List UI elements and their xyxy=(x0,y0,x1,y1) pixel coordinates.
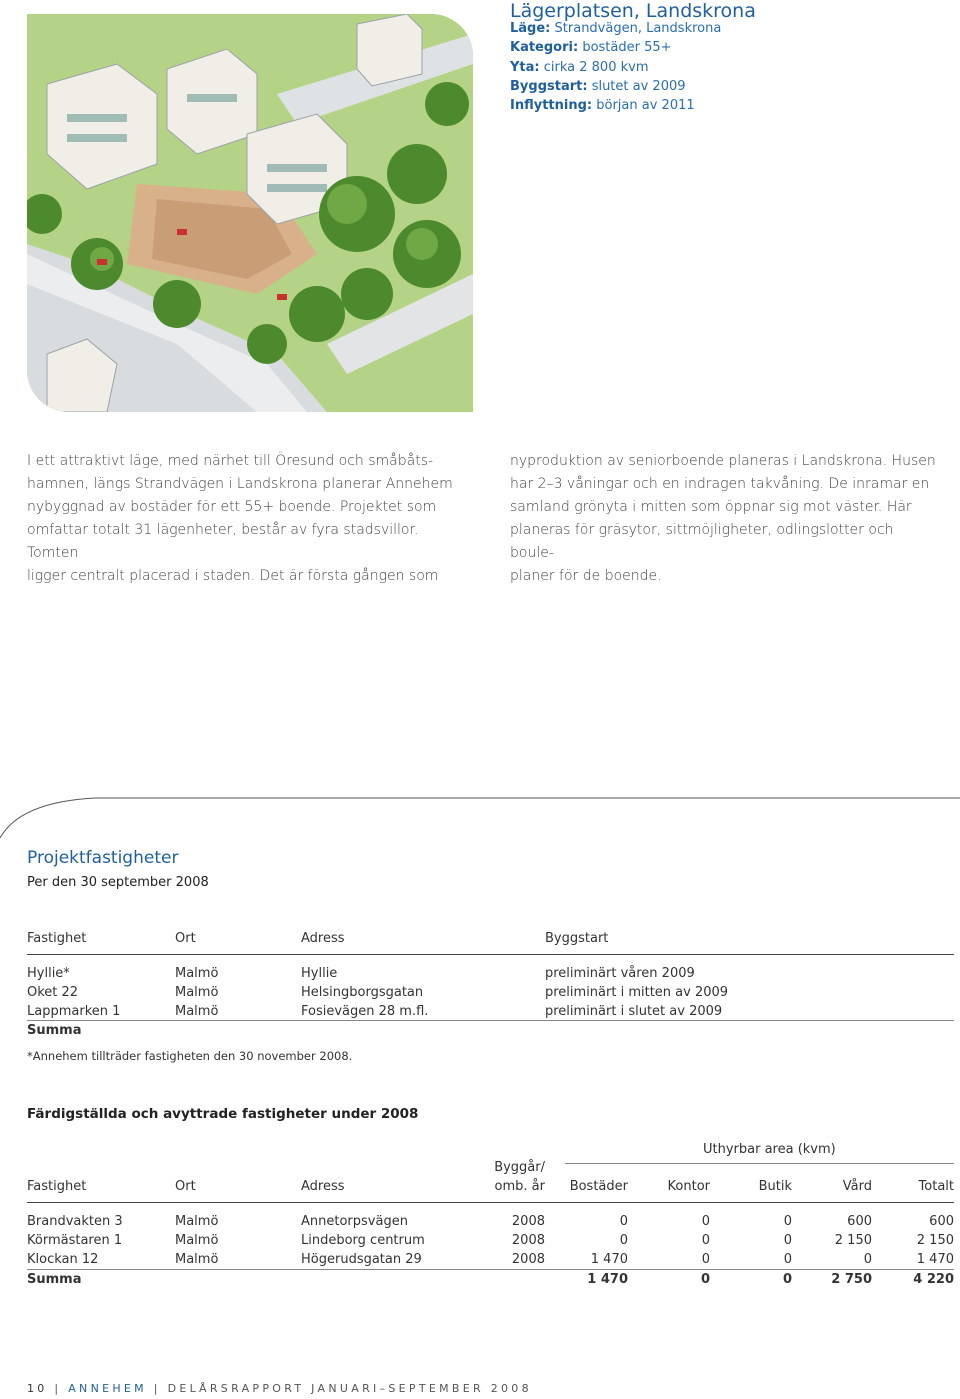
t2-row2-year: 2008 xyxy=(511,1233,545,1248)
t2-group-header: Uthyrbar area (kvm) xyxy=(703,1142,836,1157)
t1-sum-rule xyxy=(27,1020,954,1021)
t2-row3-kontor: 0 xyxy=(701,1252,710,1267)
t2-sum-bostader: 1 470 xyxy=(587,1272,628,1287)
t2-sum-rule xyxy=(27,1269,954,1270)
t2-group-rule xyxy=(565,1163,954,1164)
section-title: Projektfastigheter xyxy=(27,848,179,868)
project-illustration xyxy=(27,14,473,412)
t2-row2-fastighet: Körmästaren 1 xyxy=(27,1233,123,1248)
t2-row3-vard: 0 xyxy=(863,1252,872,1267)
t2-row1-fastighet: Brandvakten 3 xyxy=(27,1214,123,1229)
t2-row2-bostader: 0 xyxy=(619,1233,628,1248)
t2-header-butik: Butik xyxy=(758,1179,792,1194)
t2-header-ort: Ort xyxy=(175,1179,196,1194)
t2-row2-vard: 2 150 xyxy=(834,1233,872,1248)
t2-header-rule xyxy=(27,1202,954,1203)
info-construction-start: Byggstart: slutet av 2009 xyxy=(510,79,686,94)
t2-sum-totalt: 4 220 xyxy=(913,1272,954,1287)
t2-sum-label: Summa xyxy=(27,1272,82,1287)
t2-sum-vard: 2 750 xyxy=(831,1272,872,1287)
t2-sum-butik: 0 xyxy=(782,1272,792,1287)
info-area: Yta: cirka 2 800 kvm xyxy=(510,60,649,75)
t2-row2-kontor: 0 xyxy=(701,1233,710,1248)
t2-row1-ort: Malmö xyxy=(175,1214,219,1229)
footer-report-title: DELÅRSRAPPORT JANUARI–SEPTEMBER 2008 xyxy=(167,1382,532,1395)
t1-row1-fastighet: Hyllie* xyxy=(27,966,70,981)
t2-header-totalt: Totalt xyxy=(918,1179,954,1194)
site-plan-graphic xyxy=(27,14,473,412)
t2-title: Färdigställda och avyttrade fastigheter under 2008 xyxy=(27,1106,419,1122)
t1-row2-fastighet: Oket 22 xyxy=(27,985,79,1000)
t2-header-bostader: Bostäder xyxy=(569,1179,628,1194)
section-subtitle: Per den 30 september 2008 xyxy=(27,875,209,890)
info-location: Läge: Strandvägen, Landskrona xyxy=(510,21,722,36)
t1-row2-byggstart: preliminärt i mitten av 2009 xyxy=(545,985,729,1000)
t2-header-adress: Adress xyxy=(301,1179,345,1194)
body-text-column-1: I ett attraktivt läge, med närhet till Öresund och småbåts- hamnen, längs Strandvägen i Landskrona planerar Annehem nybyggnad av bostäder för ett 55+ boende. Projektet som omfattar totalt 31 lägenheter, består av fyra stadsvillor. Tomten ligger centralt placerad i staden. Det är första gången som xyxy=(27,453,453,584)
t2-row3-bostader: 1 470 xyxy=(590,1252,628,1267)
t2-header-kontor: Kontor xyxy=(667,1179,710,1194)
t2-row2-adress: Lindeborg centrum xyxy=(301,1233,425,1248)
curved-divider xyxy=(0,790,960,850)
t1-row1-adress: Hyllie xyxy=(301,966,338,981)
t1-footnote: *Annehem tillträder fastigheten den 30 november 2008. xyxy=(27,1049,353,1063)
t1-row1-byggstart: preliminärt våren 2009 xyxy=(545,966,695,981)
t2-sum-kontor: 0 xyxy=(700,1272,710,1287)
page-footer xyxy=(27,1382,532,1395)
t1-header-adress: Adress xyxy=(301,931,345,946)
t2-row2-ort: Malmö xyxy=(175,1233,219,1248)
t2-row3-totalt: 1 470 xyxy=(916,1252,954,1267)
t1-header-ort: Ort xyxy=(175,931,196,946)
t2-header-fastighet: Fastighet xyxy=(27,1179,87,1194)
t2-header-vard: Vård xyxy=(842,1179,872,1194)
t1-header-rule xyxy=(27,954,954,955)
t2-row1-vard: 600 xyxy=(847,1214,872,1229)
t1-row2-adress: Helsingborgsgatan xyxy=(301,985,424,1000)
t2-row3-adress: Högerudsgatan 29 xyxy=(301,1252,422,1267)
t2-row3-butik: 0 xyxy=(783,1252,792,1267)
t1-sum-label: Summa xyxy=(27,1023,82,1038)
footer-separator-2: | xyxy=(153,1382,161,1395)
t2-row3-ort: Malmö xyxy=(175,1252,219,1267)
t2-row3-fastighet: Klockan 12 xyxy=(27,1252,99,1267)
footer-separator-1: | xyxy=(54,1382,62,1395)
t2-row2-butik: 0 xyxy=(783,1233,792,1248)
t2-row1-year: 2008 xyxy=(511,1214,545,1229)
t1-row3-byggstart: preliminärt i slutet av 2009 xyxy=(545,1004,723,1019)
project-title: Lägerplatsen, Landskrona xyxy=(510,0,756,22)
t2-row1-totalt: 600 xyxy=(929,1214,954,1229)
body-text-column-2: nyproduktion av seniorboende planeras i Landskrona. Husen har 2–3 våningar och en indragen takvåning. De inramar en samland grönyta i mitten som öppnar sig mot väster. Här planeras för gräsytor, sittmöjligheter, odlingslotter och boule- planer för de boende. xyxy=(510,453,936,584)
footer-brand: ANNEHEM xyxy=(68,1382,147,1395)
t2-row1-butik: 0 xyxy=(783,1214,792,1229)
t2-header-year-1: Byggår/ xyxy=(494,1160,545,1175)
t1-header-fastighet: Fastighet xyxy=(27,931,87,946)
t1-row3-adress: Fosievägen 28 m.fl. xyxy=(301,1004,429,1019)
t2-row3-year: 2008 xyxy=(511,1252,545,1267)
page-number: 10 xyxy=(27,1382,48,1395)
t2-header-year-2: omb. år xyxy=(494,1179,545,1194)
t1-header-byggstart: Byggstart xyxy=(545,931,609,946)
t2-row2-totalt: 2 150 xyxy=(916,1233,954,1248)
t2-row1-kontor: 0 xyxy=(701,1214,710,1229)
info-category: Kategori: bostäder 55+ xyxy=(510,40,672,55)
t1-row2-ort: Malmö xyxy=(175,985,219,1000)
t2-row1-bostader: 0 xyxy=(619,1214,628,1229)
t1-row1-ort: Malmö xyxy=(175,966,219,981)
t1-row3-fastighet: Lappmarken 1 xyxy=(27,1004,121,1019)
info-move-in: Inflyttning: början av 2011 xyxy=(510,98,695,113)
t2-row1-adress: Annetorpsvägen xyxy=(301,1214,408,1229)
t1-row3-ort: Malmö xyxy=(175,1004,219,1019)
